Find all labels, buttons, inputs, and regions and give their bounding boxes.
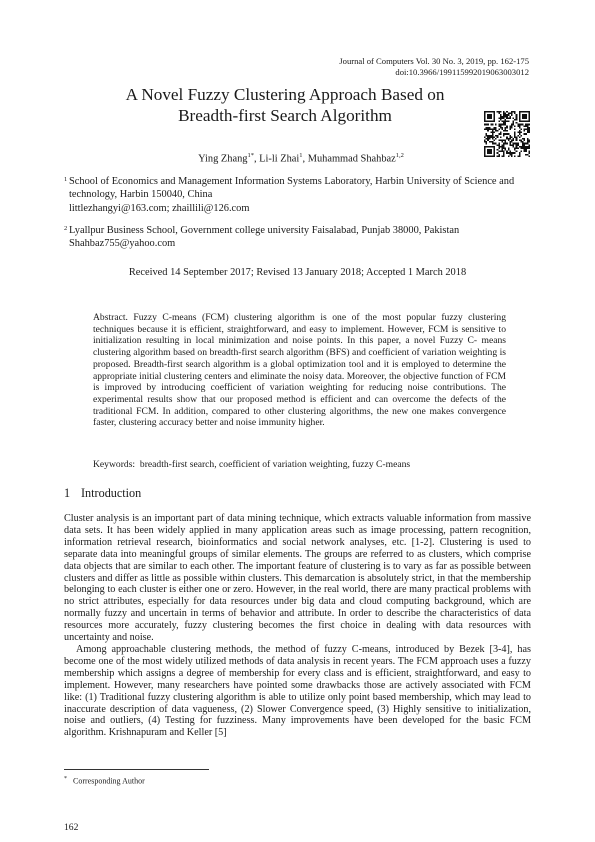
received-dates: Received 14 September 2017; Revised 13 January 2018; Accepted 1 March 2018 xyxy=(128,267,467,278)
affiliation-1 xyxy=(64,175,534,215)
abstract xyxy=(93,312,506,429)
paragraph: Among approachable clustering methods, the method of fuzzy C-means, introduced by Bezek [3-4], has become one of the most widely utilized methods of data analysis in recent years. The FCM approach uses a fuzzy membership which assigns a degree of membership for every class and is efficient, straightforward, and easy to implement. However, many researchers have pointed some drawbacks those are actively associated with FCM like: (1) Traditional fuzzy clustering algorithm is able to utilize only point based membership, which may lead to inaccurate description of data vagueness, (2) Slower Convergence speed, (3) Highly sensitive to initialization, noise and outliers, (4) Testing for fuzziness. Many improvements have been developed for the basic FCM algorithm. Krishnapuram and Keller [5] xyxy=(64,643,531,739)
affiliation-email: Shahbaz755@yahoo.com xyxy=(69,238,176,250)
author-name: Ying Zhang xyxy=(198,153,248,165)
footnote xyxy=(64,774,145,787)
keywords xyxy=(93,459,506,471)
journal-citation: Journal of Computers Vol. 30 No. 3, 2019, pp. 162-175 xyxy=(339,56,529,66)
affiliation-text: School of Economics and Management Information Systems Laboratory, Harbin University of Science and xyxy=(69,176,515,187)
keywords-label: Keywords: xyxy=(93,459,136,470)
footnote-text: Corresponding Author xyxy=(73,776,145,786)
author-name: Muhammad Shahbaz xyxy=(307,153,396,165)
footnote-divider xyxy=(64,769,209,770)
affiliation-text: Lyallpur Business School, Government college university Faisalabad, Punjab 38000, Pakistan xyxy=(69,225,460,236)
section-number: 1 xyxy=(64,486,71,500)
section-title: Introduction xyxy=(81,486,142,500)
affiliation-email: littlezhangyi@163.com; zhaillili@126.com xyxy=(69,202,250,214)
paragraph: Cluster analysis is an important part of data mining technique, which extracts valuable information from massive data sets. It has been widely applied in many application areas such as image processing, pattern recognition, information retrieval research, bioinformatics and social network analyses, etc. [1-2]. Clustering is used to separate data into meaningful groups of similar elements. The groups are referred to as clusters, which comprise data objects that are similar to each other. The important feature of clustering is to vary as far as possible between clusters and differ as little as possible within clusters. This demarcation is absolutely strict, in that the membership belonging to each cluster is either one or zero. However, in the real world, there are many practical problems with no strict attributes, especially for data resources under big data and cloud computing background, which are normally fuzzy and uncertain in terms of behavior and attribute. In order to describe the characteristics of data resources more accurately, fuzzy clustering becomes the first choice in dealing with data resources with uncertainty and noise. xyxy=(64,513,531,644)
affiliation-mark: 2 xyxy=(64,225,68,232)
page-number: 162 xyxy=(64,822,79,833)
keywords-text: breadth-first search, coefficient of variation weighting, fuzzy C-means xyxy=(139,459,411,470)
author-affiliation-mark: 1* xyxy=(247,152,254,159)
body-text xyxy=(64,513,531,739)
abstract-text: Fuzzy C-means (FCM) clustering algorithm is one of the most popular fuzzy clustering techniques because it is efficient, straightforward, and easy to implement. However, FCM is sensitive to initialization resulting in local minimization and noise points. In this paper, a novel Fuzzy C- means clustering algorithm based on breadth-first search algorithm (BFS) and coefficient of variation weighting is proposed. Breadth-first search algorithm is a global optimization tool and it is employed to determine the appropriate initial clustering centers and eliminate the noisy data. Moreover, the objective function of FCM is improved by introducing coefficient of variation weighting for reducing noise contributions. The experimental results show that our proposed method is efficient and can overcome the defects of the traditional FCM. In addition, compared to other clustering algorithms, the new one makes convergence faster, clustering accuracy better and noise immunity higher. xyxy=(93,312,506,429)
author-affiliation-mark: 1,2 xyxy=(395,152,404,159)
title-line-2: Breadth-first Search Algorithm xyxy=(178,106,392,125)
author-name: Li-li Zhai xyxy=(259,153,300,165)
affiliation-2 xyxy=(64,224,534,251)
title-line-1: A Novel Fuzzy Clustering Approach Based on xyxy=(125,85,445,104)
author-affiliation-mark: 1 xyxy=(299,152,303,159)
journal-reference xyxy=(339,56,529,78)
doi: doi:10.3966/199115992019063003012 xyxy=(395,67,529,77)
author-list: Ying Zhang$^{1*}$, Li-li Zhai$^1$, Muhammad Shahbaz$^{1,2}$ xyxy=(198,152,404,165)
affiliation-text: technology, Harbin 150040, China xyxy=(69,189,213,201)
affiliation-mark: 1 xyxy=(64,176,68,183)
footnote-mark: * xyxy=(64,776,67,782)
section-heading xyxy=(64,486,141,501)
abstract-label: Abstract. xyxy=(93,312,128,323)
paper-title xyxy=(62,84,508,126)
